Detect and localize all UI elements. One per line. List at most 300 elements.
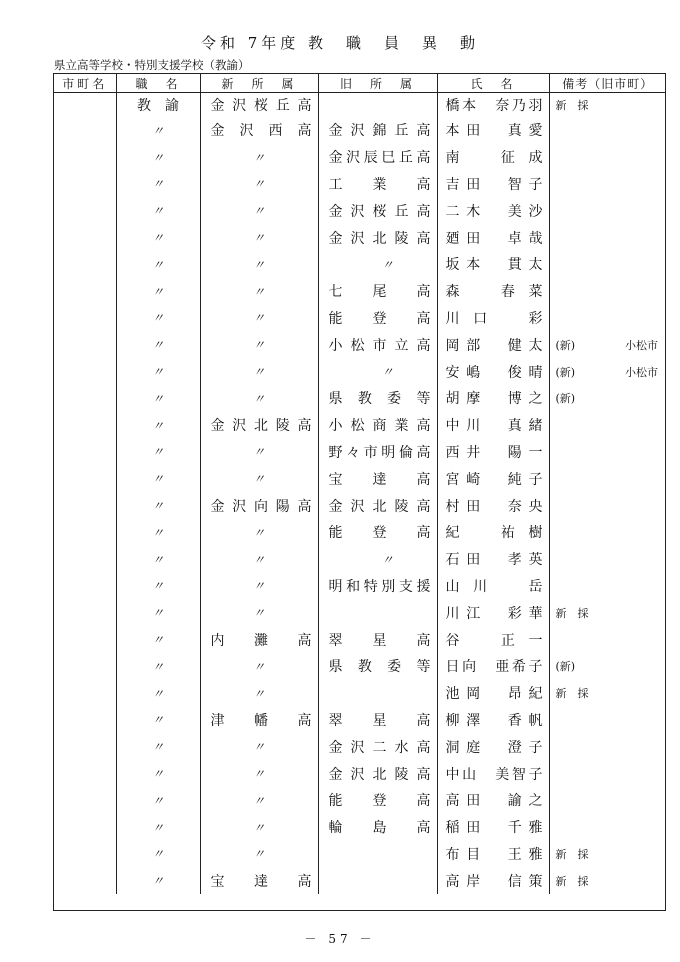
cell-rank: [116, 841, 200, 868]
ditto-mark: 〃: [252, 150, 265, 165]
person-name: 森 春菜: [445, 284, 543, 301]
cell-new-post: [200, 197, 318, 224]
cell-rank: [116, 814, 200, 841]
cell-name: [437, 278, 549, 305]
ditto-mark: 〃: [252, 204, 265, 219]
cell-old-post: [318, 626, 437, 653]
table-row: [54, 117, 666, 144]
ditto-mark: 〃: [252, 767, 265, 782]
cell-note: [549, 519, 666, 546]
cell-rank: [116, 93, 200, 118]
cell-old-post: [318, 465, 437, 492]
person-name: 高岸 信策: [445, 873, 543, 890]
cell-rank: [116, 251, 200, 278]
note-label: (新): [555, 660, 576, 674]
cell-rank: [116, 278, 200, 305]
table-row: [54, 599, 666, 626]
cell-rank: [116, 546, 200, 573]
table-row: [54, 814, 666, 841]
table-row: [54, 760, 666, 787]
table-row: [54, 412, 666, 439]
school-name: 翠星高: [328, 712, 431, 729]
cell-old-post: [318, 653, 437, 680]
cell-city: [54, 707, 116, 734]
cell-name: [437, 439, 549, 466]
cell-old-post: [318, 305, 437, 332]
note-label: (新): [555, 338, 576, 352]
school-name: 輪島高: [328, 820, 431, 837]
person-name: 岡部 健太: [445, 337, 543, 354]
table-row: [54, 519, 666, 546]
cell-rank: [116, 465, 200, 492]
person-name: 廼田 卓哉: [445, 230, 543, 247]
cell-old-post: [318, 787, 437, 814]
cell-name: [437, 144, 549, 171]
cell-city: [54, 278, 116, 305]
cell-old-post: [318, 144, 437, 171]
person-name: 紀 祐樹: [445, 525, 543, 542]
school-name: 小松市立高: [328, 337, 431, 354]
person-name: 安嶋 俊晴: [445, 364, 543, 381]
ditto-mark: 〃: [252, 365, 265, 380]
cell-city: [54, 733, 116, 760]
cell-city: [54, 439, 116, 466]
cell-rank: [116, 171, 200, 198]
person-name: 洞庭 澄子: [445, 739, 543, 756]
cell-name: [437, 680, 549, 707]
ditto-mark: 〃: [151, 740, 164, 755]
note-label: 新 採: [555, 874, 589, 888]
cell-note: [549, 144, 666, 171]
cell-city: [54, 760, 116, 787]
ditto-mark: 〃: [151, 123, 164, 138]
cell-note: [549, 197, 666, 224]
cell-note: [549, 305, 666, 332]
cell-rank: [116, 573, 200, 600]
person-name: 西井 陽一: [445, 444, 543, 461]
table-row: [54, 358, 666, 385]
table-row: [54, 733, 666, 760]
cell-rank: [116, 439, 200, 466]
ditto-mark: 〃: [252, 820, 265, 835]
ditto-mark: 〃: [151, 311, 164, 326]
ditto-mark: 〃: [151, 231, 164, 246]
ditto-mark: 〃: [252, 847, 265, 862]
cell-old-post: [318, 519, 437, 546]
cell-old-post: [318, 680, 437, 707]
cell-name: [437, 358, 549, 385]
cell-old-post: [318, 841, 437, 868]
cell-new-post: [200, 814, 318, 841]
school-name: 内灘高: [210, 632, 312, 649]
cell-note: [549, 93, 666, 118]
ditto-mark: 〃: [151, 847, 164, 862]
cell-name: [437, 492, 549, 519]
header-new-post: 新 所 属: [200, 74, 318, 93]
cell-new-post: [200, 278, 318, 305]
school-name: 宝達高: [210, 873, 312, 890]
cell-new-post: [200, 358, 318, 385]
cell-note: [549, 358, 666, 385]
cell-rank: [116, 224, 200, 251]
cell-city: [54, 305, 116, 332]
ditto-mark: 〃: [151, 552, 164, 567]
cell-note: [549, 171, 666, 198]
cell-rank: [116, 760, 200, 787]
cell-name: [437, 573, 549, 600]
table-row: [54, 331, 666, 358]
person-name: 二木 美沙: [445, 203, 543, 220]
ditto-mark: 〃: [151, 418, 164, 433]
cell-name: [437, 760, 549, 787]
personnel-table: [53, 73, 666, 911]
cell-city: [54, 385, 116, 412]
person-name: 宮崎 純子: [445, 471, 543, 488]
cell-rank: [116, 519, 200, 546]
ditto-mark: 〃: [151, 767, 164, 782]
cell-city: [54, 680, 116, 707]
cell-name: [437, 626, 549, 653]
cell-city: [54, 224, 116, 251]
page-title: 令和 7年度 教 職 員 異 動: [200, 34, 480, 52]
cell-note: [549, 573, 666, 600]
person-name: 村田 奈央: [445, 498, 543, 515]
person-name: 山川 岳: [445, 578, 543, 595]
cell-rank: [116, 867, 200, 894]
cell-new-post: [200, 251, 318, 278]
cell-city: [54, 841, 116, 868]
cell-new-post: [200, 171, 318, 198]
cell-old-post: [318, 599, 437, 626]
cell-city: [54, 599, 116, 626]
cell-note: [549, 707, 666, 734]
cell-note: [549, 599, 666, 626]
cell-city: [54, 171, 116, 198]
cell-name: [437, 171, 549, 198]
cell-city: [54, 358, 116, 385]
ditto-mark: 〃: [151, 177, 164, 192]
cell-note: [549, 412, 666, 439]
cell-old-post: [318, 546, 437, 573]
person-name: 坂本 貫太: [445, 257, 543, 274]
person-name: 川江 彩華: [445, 605, 543, 622]
school-name: 野々市明倫高: [328, 444, 431, 461]
school-name: 能登高: [328, 525, 431, 542]
table-row: [54, 385, 666, 412]
table-row: [54, 251, 666, 278]
cell-note: [549, 117, 666, 144]
cell-rank: [116, 144, 200, 171]
cell-old-post: [318, 171, 437, 198]
cell-city: [54, 117, 116, 144]
person-name: 谷 正一: [445, 632, 543, 649]
cell-note: [549, 814, 666, 841]
person-name: 布目 王雅: [445, 846, 543, 863]
cell-new-post: [200, 224, 318, 251]
ditto-mark: 〃: [252, 311, 265, 326]
cell-rank: [116, 305, 200, 332]
cell-name: [437, 841, 549, 868]
cell-old-post: [318, 93, 437, 118]
cell-new-post: [200, 867, 318, 894]
cell-note: [549, 867, 666, 894]
table-row: [54, 93, 666, 118]
cell-rank: [116, 733, 200, 760]
ditto-mark: 〃: [151, 257, 164, 272]
cell-new-post: [200, 680, 318, 707]
table-header-row: [54, 74, 666, 93]
cell-note: [549, 787, 666, 814]
school-name: 翠星高: [328, 632, 431, 649]
cell-old-post: [318, 573, 437, 600]
cell-name: [437, 331, 549, 358]
person-name: 橋本 奈乃羽: [445, 98, 543, 114]
cell-rank: [116, 412, 200, 439]
cell-name: [437, 814, 549, 841]
cell-old-post: [318, 331, 437, 358]
cell-name: [437, 224, 549, 251]
school-name: 金沢二水高: [328, 739, 431, 756]
cell-new-post: [200, 733, 318, 760]
school-name: 津幡高: [210, 712, 312, 729]
ditto-mark: 〃: [252, 257, 265, 272]
cell-old-post: [318, 492, 437, 519]
cell-city: [54, 331, 116, 358]
cell-note: [549, 331, 666, 358]
table-row: [54, 680, 666, 707]
table-row: [54, 224, 666, 251]
cell-note: [549, 465, 666, 492]
person-name: 高田 諭之: [445, 793, 543, 810]
note-label: 新 採: [555, 99, 589, 112]
note-label: 新 採: [555, 606, 589, 620]
ditto-mark: 〃: [252, 391, 265, 406]
cell-name: [437, 412, 549, 439]
school-name: 金沢桜丘高: [210, 98, 312, 114]
cell-city: [54, 626, 116, 653]
cell-city: [54, 251, 116, 278]
cell-old-post: [318, 733, 437, 760]
cell-rank: [116, 626, 200, 653]
cell-city: [54, 787, 116, 814]
cell-note: [549, 251, 666, 278]
cell-new-post: [200, 144, 318, 171]
ditto-mark: 〃: [252, 472, 265, 487]
cell-old-post: [318, 439, 437, 466]
ditto-mark: 〃: [151, 204, 164, 219]
note-label: 新 採: [555, 687, 589, 701]
ditto-mark: 〃: [151, 713, 164, 728]
school-name: 金沢北陵高: [210, 418, 312, 435]
cell-rank: [116, 358, 200, 385]
cell-new-post: [200, 653, 318, 680]
ditto-mark: 〃: [151, 606, 164, 621]
cell-new-post: [200, 787, 318, 814]
cell-new-post: [200, 385, 318, 412]
table-row: [54, 653, 666, 680]
cell-rank: [116, 117, 200, 144]
cell-note: [549, 224, 666, 251]
cell-new-post: [200, 573, 318, 600]
cell-note: [549, 439, 666, 466]
school-name: 明和特別支援: [328, 578, 431, 595]
ditto-mark: 〃: [252, 793, 265, 808]
person-name: 柳澤 香帆: [445, 712, 543, 729]
cell-old-post: [318, 760, 437, 787]
ditto-mark: 〃: [252, 659, 265, 674]
cell-rank: [116, 385, 200, 412]
cell-note: [549, 278, 666, 305]
cell-note: [549, 680, 666, 707]
ditto-mark: 〃: [252, 177, 265, 192]
cell-note: [549, 653, 666, 680]
ditto-mark: 〃: [151, 686, 164, 701]
ditto-mark: 〃: [151, 659, 164, 674]
cell-new-post: [200, 841, 318, 868]
school-name: 金沢辰巳丘高: [328, 150, 431, 167]
person-name: 池岡 昂紀: [445, 686, 543, 703]
cell-note: [549, 841, 666, 868]
cell-city: [54, 519, 116, 546]
table-row: [54, 573, 666, 600]
ditto-mark: 〃: [252, 606, 265, 621]
person-name: 稲田 千雅: [445, 820, 543, 837]
table-row: [54, 278, 666, 305]
cell-old-post: [318, 197, 437, 224]
cell-old-post: [318, 224, 437, 251]
cell-note: [549, 492, 666, 519]
ditto-mark: 〃: [151, 820, 164, 835]
cell-new-post: [200, 546, 318, 573]
school-name: 金沢北陵高: [328, 498, 431, 515]
ditto-mark: 〃: [252, 231, 265, 246]
person-name: 石田 孝英: [445, 552, 543, 569]
person-name: 南 征成: [445, 150, 543, 167]
table-row: [54, 787, 666, 814]
cell-rank: [116, 492, 200, 519]
cell-old-post: [318, 867, 437, 894]
ditto-mark: 〃: [381, 552, 394, 567]
cell-old-post: [318, 412, 437, 439]
cell-new-post: [200, 492, 318, 519]
cell-city: [54, 546, 116, 573]
ditto-mark: 〃: [381, 257, 394, 272]
header-name: 氏 名: [437, 74, 549, 93]
school-name: 能登高: [328, 310, 431, 327]
cell-rank: [116, 653, 200, 680]
cell-new-post: [200, 519, 318, 546]
table-row: [54, 546, 666, 573]
cell-name: [437, 465, 549, 492]
school-name: 金沢西高: [210, 123, 312, 140]
cell-city: [54, 573, 116, 600]
cell-old-post: [318, 358, 437, 385]
cell-city: [54, 93, 116, 118]
cell-city: [54, 814, 116, 841]
ditto-mark: 〃: [151, 445, 164, 460]
ditto-mark: 〃: [151, 150, 164, 165]
ditto-mark: 〃: [151, 579, 164, 594]
cell-note: [549, 733, 666, 760]
ditto-mark: 〃: [151, 793, 164, 808]
school-name: 七尾高: [328, 284, 431, 301]
cell-note: [549, 385, 666, 412]
table-row: [54, 707, 666, 734]
header-note: 備考（旧市町）: [549, 74, 666, 93]
cell-name: [437, 546, 549, 573]
cell-name: [437, 787, 549, 814]
person-name: 川口 彩: [445, 310, 543, 327]
table-row: [54, 492, 666, 519]
cell-name: [437, 197, 549, 224]
cell-name: [437, 653, 549, 680]
ditto-mark: 〃: [151, 874, 164, 889]
cell-new-post: [200, 599, 318, 626]
header-city: 市町名: [54, 74, 116, 93]
cell-city: [54, 867, 116, 894]
table-row: [54, 465, 666, 492]
person-name: 胡摩 博之: [445, 391, 543, 408]
cell-name: [437, 867, 549, 894]
school-name: 金沢錦丘高: [328, 123, 431, 140]
table-row: [54, 841, 666, 868]
ditto-mark: 〃: [252, 552, 265, 567]
school-name: 金沢向陽高: [210, 498, 312, 515]
cell-rank: [116, 197, 200, 224]
ditto-mark: 〃: [252, 525, 265, 540]
cell-name: [437, 117, 549, 144]
header-rank: 職 名: [116, 74, 200, 93]
ditto-mark: 〃: [381, 365, 394, 380]
school-name: 金沢北陵高: [328, 766, 431, 783]
ditto-mark: 〃: [151, 365, 164, 380]
person-name: 吉田 智子: [445, 176, 543, 193]
ditto-mark: 〃: [252, 579, 265, 594]
note-label: 新 採: [555, 847, 589, 861]
cell-name: [437, 93, 549, 118]
school-name: 県教委等: [328, 659, 431, 676]
cell-old-post: [318, 814, 437, 841]
table-row: [54, 144, 666, 171]
note-label: (新): [555, 365, 576, 379]
cell-city: [54, 653, 116, 680]
cell-city: [54, 197, 116, 224]
table-row: [54, 305, 666, 332]
table-row: [54, 197, 666, 224]
cell-name: [437, 519, 549, 546]
cell-old-post: [318, 385, 437, 412]
person-name: 中山 美智子: [445, 766, 543, 783]
school-name: 能登高: [328, 793, 431, 810]
cell-old-post: [318, 278, 437, 305]
cell-new-post: [200, 93, 318, 118]
cell-rank: [116, 787, 200, 814]
ditto-mark: 〃: [252, 445, 265, 460]
ditto-mark: 〃: [252, 338, 265, 353]
note-label: (新): [555, 392, 576, 406]
cell-note: [549, 626, 666, 653]
person-name: 本田 真愛: [445, 123, 543, 140]
cell-city: [54, 144, 116, 171]
cell-name: [437, 707, 549, 734]
cell-rank: [116, 331, 200, 358]
school-name: 工業高: [328, 176, 431, 193]
table-row: [54, 171, 666, 198]
header-old-post: 旧 所 属: [318, 74, 437, 93]
cell-rank: [116, 680, 200, 707]
ditto-mark: 〃: [151, 499, 164, 514]
cell-name: [437, 251, 549, 278]
